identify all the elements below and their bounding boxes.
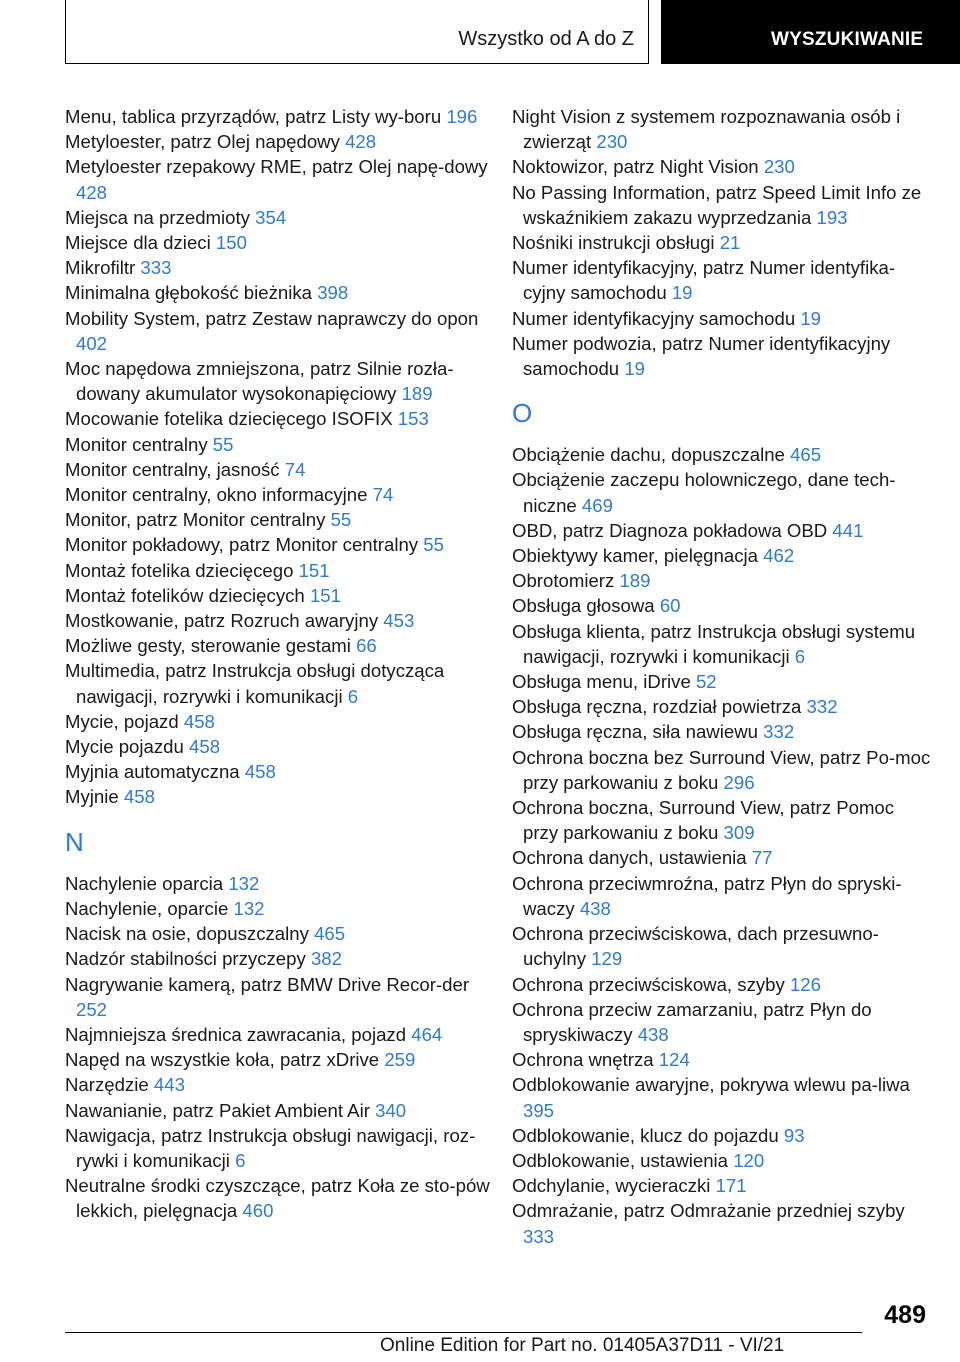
index-page-link[interactable]: 259 (384, 1049, 416, 1071)
index-page-link[interactable]: 55 (212, 433, 234, 455)
index-entry-text: Monitor centralny, okno informacyjne (65, 484, 368, 506)
index-entry-text: Możliwe gesty, sterowanie gestami (65, 635, 351, 657)
index-page-link[interactable]: 354 (255, 206, 287, 228)
index-entry-text: Nachylenie, oparcie (65, 897, 229, 919)
index-entry-text: Ochrona danych, ustawienia (512, 847, 747, 869)
index-entry-text: Obsługa menu, iDrive (512, 671, 691, 693)
index-entry-text: Mocowanie fotelika dziecięcego ISOFIX (65, 408, 393, 430)
index-entry (65, 1098, 505, 1123)
index-entry (65, 784, 505, 809)
index-entry-text: Obiektywy kamer, pielęgnacja (512, 545, 758, 567)
index-page-link[interactable]: 438 (637, 1023, 669, 1045)
index-entry-text: Miejsca na przedmioty (65, 206, 250, 228)
index-entry (512, 1148, 932, 1173)
index-page-link[interactable]: 132 (233, 897, 265, 919)
index-page-link[interactable]: 60 (659, 595, 681, 617)
index-page-link[interactable]: 6 (347, 685, 359, 707)
index-page-link[interactable]: 333 (523, 1225, 555, 1247)
index-entry (512, 593, 932, 618)
index-entry-text: Mycie, pojazd (65, 710, 179, 732)
index-page-link[interactable]: 458 (244, 761, 276, 783)
index-entry-text: Montaż fotelików dziecięcych (65, 584, 305, 606)
index-page-link[interactable]: 151 (298, 559, 330, 581)
index-entry (65, 306, 505, 356)
index-page-link[interactable]: 465 (790, 444, 822, 466)
index-entry (65, 972, 505, 1022)
header-tab-label: WYSZUKIWANIE (771, 29, 924, 50)
index-page-link[interactable]: 124 (658, 1049, 690, 1071)
index-entry-text: Obciążenie dachu, dopuszczalne (512, 444, 785, 466)
index-entry (65, 356, 505, 406)
index-entry (65, 896, 505, 921)
index-page-link[interactable]: 74 (372, 484, 394, 506)
index-entry (65, 255, 505, 280)
index-entry-text: Ochrona przeciwmroźna, patrz Płyn do spryski-waczy (512, 872, 902, 919)
index-entry (512, 1198, 932, 1248)
index-entry (65, 457, 505, 482)
index-entry (65, 1173, 505, 1223)
index-entry (512, 255, 932, 305)
index-entry (512, 180, 932, 230)
index-page-link[interactable]: 230 (596, 131, 628, 153)
index-entry-text: Numer identyfikacyjny, patrz Numer identyfika-cyjny samochodu (512, 257, 896, 304)
index-entry (65, 734, 505, 759)
index-entry-text: Nadzór stabilności przyczepy (65, 948, 306, 970)
index-entry-text: Narzędzie (65, 1074, 149, 1096)
index-page-link[interactable]: 21 (719, 232, 741, 254)
index-page-link[interactable]: 462 (763, 545, 795, 567)
index-entry (65, 1123, 505, 1173)
index-page-link[interactable]: 193 (816, 206, 848, 228)
index-page-link[interactable]: 458 (123, 786, 155, 808)
index-entry (512, 306, 932, 331)
index-entry-text: Ochrona wnętrza (512, 1049, 654, 1071)
index-entry (512, 467, 932, 517)
index-entry-text: Montaż fotelika dziecięcego (65, 559, 294, 581)
index-entry-text: Moc napędowa zmniejszona, patrz Silnie rozła-dowany akumulator wysokonapięciowy (65, 358, 454, 405)
index-entry-text: Odblokowanie awaryjne, pokrywa wlewu pa-liwa (512, 1074, 910, 1096)
index-entry (512, 331, 932, 381)
index-entry-text: Odblokowanie, klucz do pojazdu (512, 1124, 779, 1146)
index-page-link[interactable]: 189 (619, 570, 651, 592)
index-page-link[interactable]: 230 (763, 156, 795, 178)
index-page-link[interactable]: 458 (183, 710, 215, 732)
index-page-link[interactable]: 296 (723, 771, 755, 793)
index-entry-text: Nagrywanie kamerą, patrz BMW Drive Recor-der (65, 973, 470, 995)
index-entry-text: Ochrona boczna bez Surround View, patrz Po-moc przy parkowaniu z boku (512, 746, 931, 793)
index-page-link[interactable]: 340 (375, 1099, 407, 1121)
index-column-left (65, 104, 505, 1224)
index-entry (512, 921, 932, 971)
index-page-link[interactable]: 465 (314, 923, 346, 945)
index-entry-text: Ochrona przeciwściskowa, szyby (512, 973, 785, 995)
index-entry (65, 432, 505, 457)
index-entry-text: Napęd na wszystkie koła, patrz xDrive (65, 1049, 380, 1071)
index-page-link[interactable]: 441 (832, 519, 864, 541)
index-entry-text: Numer podwozia, patrz Numer identyfikacyjny samochodu (512, 332, 891, 380)
index-page-link[interactable]: 19 (671, 282, 693, 304)
index-page-link[interactable]: 189 (401, 383, 433, 405)
index-entry-text: Odblokowanie, ustawienia (512, 1149, 729, 1171)
index-page-link[interactable]: 129 (591, 948, 623, 970)
index-entry-text: Menu, tablica przyrządów, patrz Listy wy-boru (65, 106, 442, 127)
index-entry-text: Nacisk na osie, dopuszczalny (65, 923, 309, 945)
header-tab-search[interactable] (661, 0, 960, 64)
index-entry (512, 619, 932, 669)
index-page-link[interactable]: 120 (733, 1149, 765, 1171)
index-page-link[interactable]: 460 (242, 1200, 274, 1222)
index-page-link[interactable]: 469 (581, 494, 613, 516)
index-page-link[interactable]: 438 (579, 897, 611, 919)
index-page-link[interactable]: 19 (624, 358, 645, 380)
index-entry (65, 558, 505, 583)
index-entry-text: Monitor centralny, jasność (65, 458, 280, 480)
index-page-link[interactable]: 55 (330, 509, 352, 531)
index-page-link[interactable]: 126 (789, 973, 821, 995)
index-entry (512, 518, 932, 543)
index-entry-text: Multimedia, patrz Instrukcja obsługi dotycząca nawigacji, rozrywki i komunikacji (65, 660, 445, 707)
index-page-link[interactable]: 74 (284, 458, 306, 480)
index-entry-text: Monitor centralny (65, 433, 208, 455)
index-entry-text: OBD, patrz Diagnoza pokładowa OBD (512, 519, 828, 541)
index-page-link[interactable]: 171 (715, 1175, 747, 1197)
index-entry-text: Miejsce dla dzieci (65, 232, 211, 254)
index-entry-text: Obsługa klienta, patrz Instrukcja obsługi systemu nawigacji, rozrywki i komunikacji (512, 620, 916, 667)
index-entry (65, 507, 505, 532)
index-page-link[interactable]: 52 (695, 671, 717, 693)
index-entry (65, 205, 505, 230)
index-entry (65, 1072, 505, 1097)
index-page-link[interactable]: 309 (723, 822, 755, 844)
index-entry-text: Ochrona przeciw zamarzaniu, patrz Płyn do spryskiwaczy (512, 998, 872, 1045)
index-entry (512, 1072, 932, 1122)
index-page-link[interactable]: 77 (751, 847, 773, 869)
index-entry (65, 280, 505, 305)
index-page-link[interactable]: 332 (806, 696, 838, 718)
index-page-link[interactable]: 150 (215, 232, 247, 254)
index-entry-text: Monitor, patrz Monitor centralny (65, 509, 326, 531)
index-entry (65, 633, 505, 658)
index-entry (65, 154, 505, 204)
index-entry (65, 104, 505, 129)
index-entry-text: Neutralne środki czyszczące, patrz Koła ze sto-pów lekkich, pielęgnacja (65, 1175, 490, 1222)
index-entry (512, 719, 932, 744)
index-entry (65, 1022, 505, 1047)
index-entry-text: Obsługa ręczna, rozdział powietrza (512, 696, 802, 718)
index-page-link[interactable]: 453 (383, 610, 415, 632)
index-entry-text: Mobility System, patrz Zestaw naprawczy do opon (65, 307, 479, 329)
index-entry-text: Mikrofiltr (65, 257, 136, 279)
index-entry-text: Obciążenie zaczepu holowniczego, dane tech-niczne (512, 469, 896, 516)
index-entry-text: Nawanianie, patrz Pakiet Ambient Air (65, 1099, 370, 1121)
index-page-link[interactable]: 464 (411, 1023, 443, 1045)
index-page-link[interactable]: 153 (397, 408, 429, 430)
index-page-link[interactable]: 55 (423, 534, 444, 556)
index-page-link[interactable]: 151 (309, 584, 341, 606)
index-page-link[interactable]: 252 (76, 998, 108, 1020)
index-page-link[interactable]: 132 (228, 872, 260, 894)
index-entry (65, 921, 505, 946)
header-section-box (65, 0, 649, 64)
index-entry-text: Mostkowanie, patrz Rozruch awaryjny (65, 610, 379, 632)
index-entry-text: Obrotomierz (512, 570, 615, 592)
index-entry (65, 129, 505, 154)
index-entry (65, 759, 505, 784)
index-entry (512, 694, 932, 719)
index-entry (512, 230, 932, 255)
index-entry (512, 154, 932, 179)
index-entry-text: Ochrona boczna, Surround View, patrz Pomoc przy parkowaniu z boku (512, 797, 895, 844)
index-entry (65, 1047, 505, 1072)
index-entry-text: Numer identyfikacyjny samochodu (512, 307, 796, 329)
index-entry (65, 871, 505, 896)
index-entry (512, 104, 932, 154)
index-entry (512, 871, 932, 921)
index-page-link[interactable]: 395 (523, 1099, 555, 1121)
index-entry (65, 230, 505, 255)
index-page-link[interactable]: 458 (189, 736, 221, 758)
index-entry-text: Minimalna głębokość bieżnika (65, 282, 313, 304)
index-entry (65, 482, 505, 507)
index-entry-text: Metyloester, patrz Olej napędowy (65, 131, 340, 153)
index-page-link[interactable]: 398 (317, 282, 349, 304)
index-page-link[interactable]: 443 (153, 1074, 185, 1096)
header-section-title: Wszystko od A do Z (458, 28, 634, 50)
footer-edition-text: Online Edition for Part no. 01405A37D11 - VI/21 (380, 1335, 785, 1356)
index-page-link[interactable]: 382 (310, 948, 342, 970)
index-entry (65, 583, 505, 608)
page-number: 489 (884, 1301, 926, 1329)
index-page-link[interactable]: 332 (763, 721, 795, 743)
index-entry (512, 1047, 932, 1072)
index-page-link[interactable]: 402 (76, 332, 108, 354)
index-entry (65, 658, 505, 708)
index-entry (65, 406, 505, 431)
index-entry-text: Nachylenie oparcia (65, 872, 224, 894)
index-entry-text: Nośniki instrukcji obsługi (512, 232, 715, 254)
index-page-link[interactable]: 93 (783, 1124, 805, 1146)
index-entry (512, 997, 932, 1047)
index-entry (65, 946, 505, 971)
index-page-link[interactable]: 333 (140, 257, 172, 279)
index-entry (512, 795, 932, 845)
index-page-link[interactable]: 196 (446, 106, 478, 127)
index-entry (512, 745, 932, 795)
index-entry-text: Night Vision z systemem rozpoznawania osób i zwierząt (512, 106, 901, 153)
index-entry-text: Monitor pokładowy, patrz Monitor centralny (65, 534, 419, 556)
index-entry-text: Metyloester rzepakowy RME, patrz Olej napę-dowy (65, 156, 488, 178)
index-entry-text: Obsługa ręczna, siła nawiewu (512, 721, 758, 743)
index-entry (512, 1123, 932, 1148)
index-entry-text: Ochrona przeciwściskowa, dach przesuwno-uchylny (512, 923, 879, 970)
index-page-link[interactable]: 428 (76, 181, 108, 203)
index-page-link[interactable]: 6 (235, 1149, 246, 1171)
index-entry-text: No Passing Information, patrz Speed Limit Info ze wskaźnikiem zakazu wyprzedzania (512, 181, 922, 228)
index-letter-heading: O (512, 398, 533, 429)
index-entry (512, 543, 932, 568)
index-entry-text: Odchylanie, wycieraczki (512, 1175, 711, 1197)
index-entry-text: Nawigacja, patrz Instrukcja obsługi nawigacji, roz-rywki i komunikacji (65, 1124, 476, 1171)
index-page-link[interactable]: 19 (800, 307, 822, 329)
footer-divider (65, 1332, 862, 1333)
index-entry-text: Myjnie (65, 786, 119, 808)
index-entry (512, 972, 932, 997)
index-column-right (512, 104, 932, 1249)
index-page-link[interactable]: 428 (345, 131, 377, 153)
index-entry (65, 608, 505, 633)
index-entry-text: Mycie pojazdu (65, 736, 184, 758)
index-entry (512, 442, 932, 467)
index-entry (512, 845, 932, 870)
index-entry-text: Myjnia automatyczna (65, 761, 240, 783)
index-entry (65, 709, 505, 734)
index-page-link[interactable]: 6 (794, 645, 806, 667)
index-entry (65, 532, 505, 557)
index-letter-heading: N (65, 826, 84, 857)
index-entry-text: Noktowizor, patrz Night Vision (512, 156, 759, 178)
index-entry (512, 669, 932, 694)
index-entry-text: Najmniejsza średnica zawracania, pojazd (65, 1023, 407, 1045)
index-entry-text: Obsługa głosowa (512, 595, 655, 617)
index-page-link[interactable]: 66 (356, 635, 377, 657)
index-entry-text: Odmrażanie, patrz Odmrażanie przedniej szyby (512, 1200, 905, 1222)
index-entry (512, 1173, 932, 1198)
index-entry (512, 568, 932, 593)
